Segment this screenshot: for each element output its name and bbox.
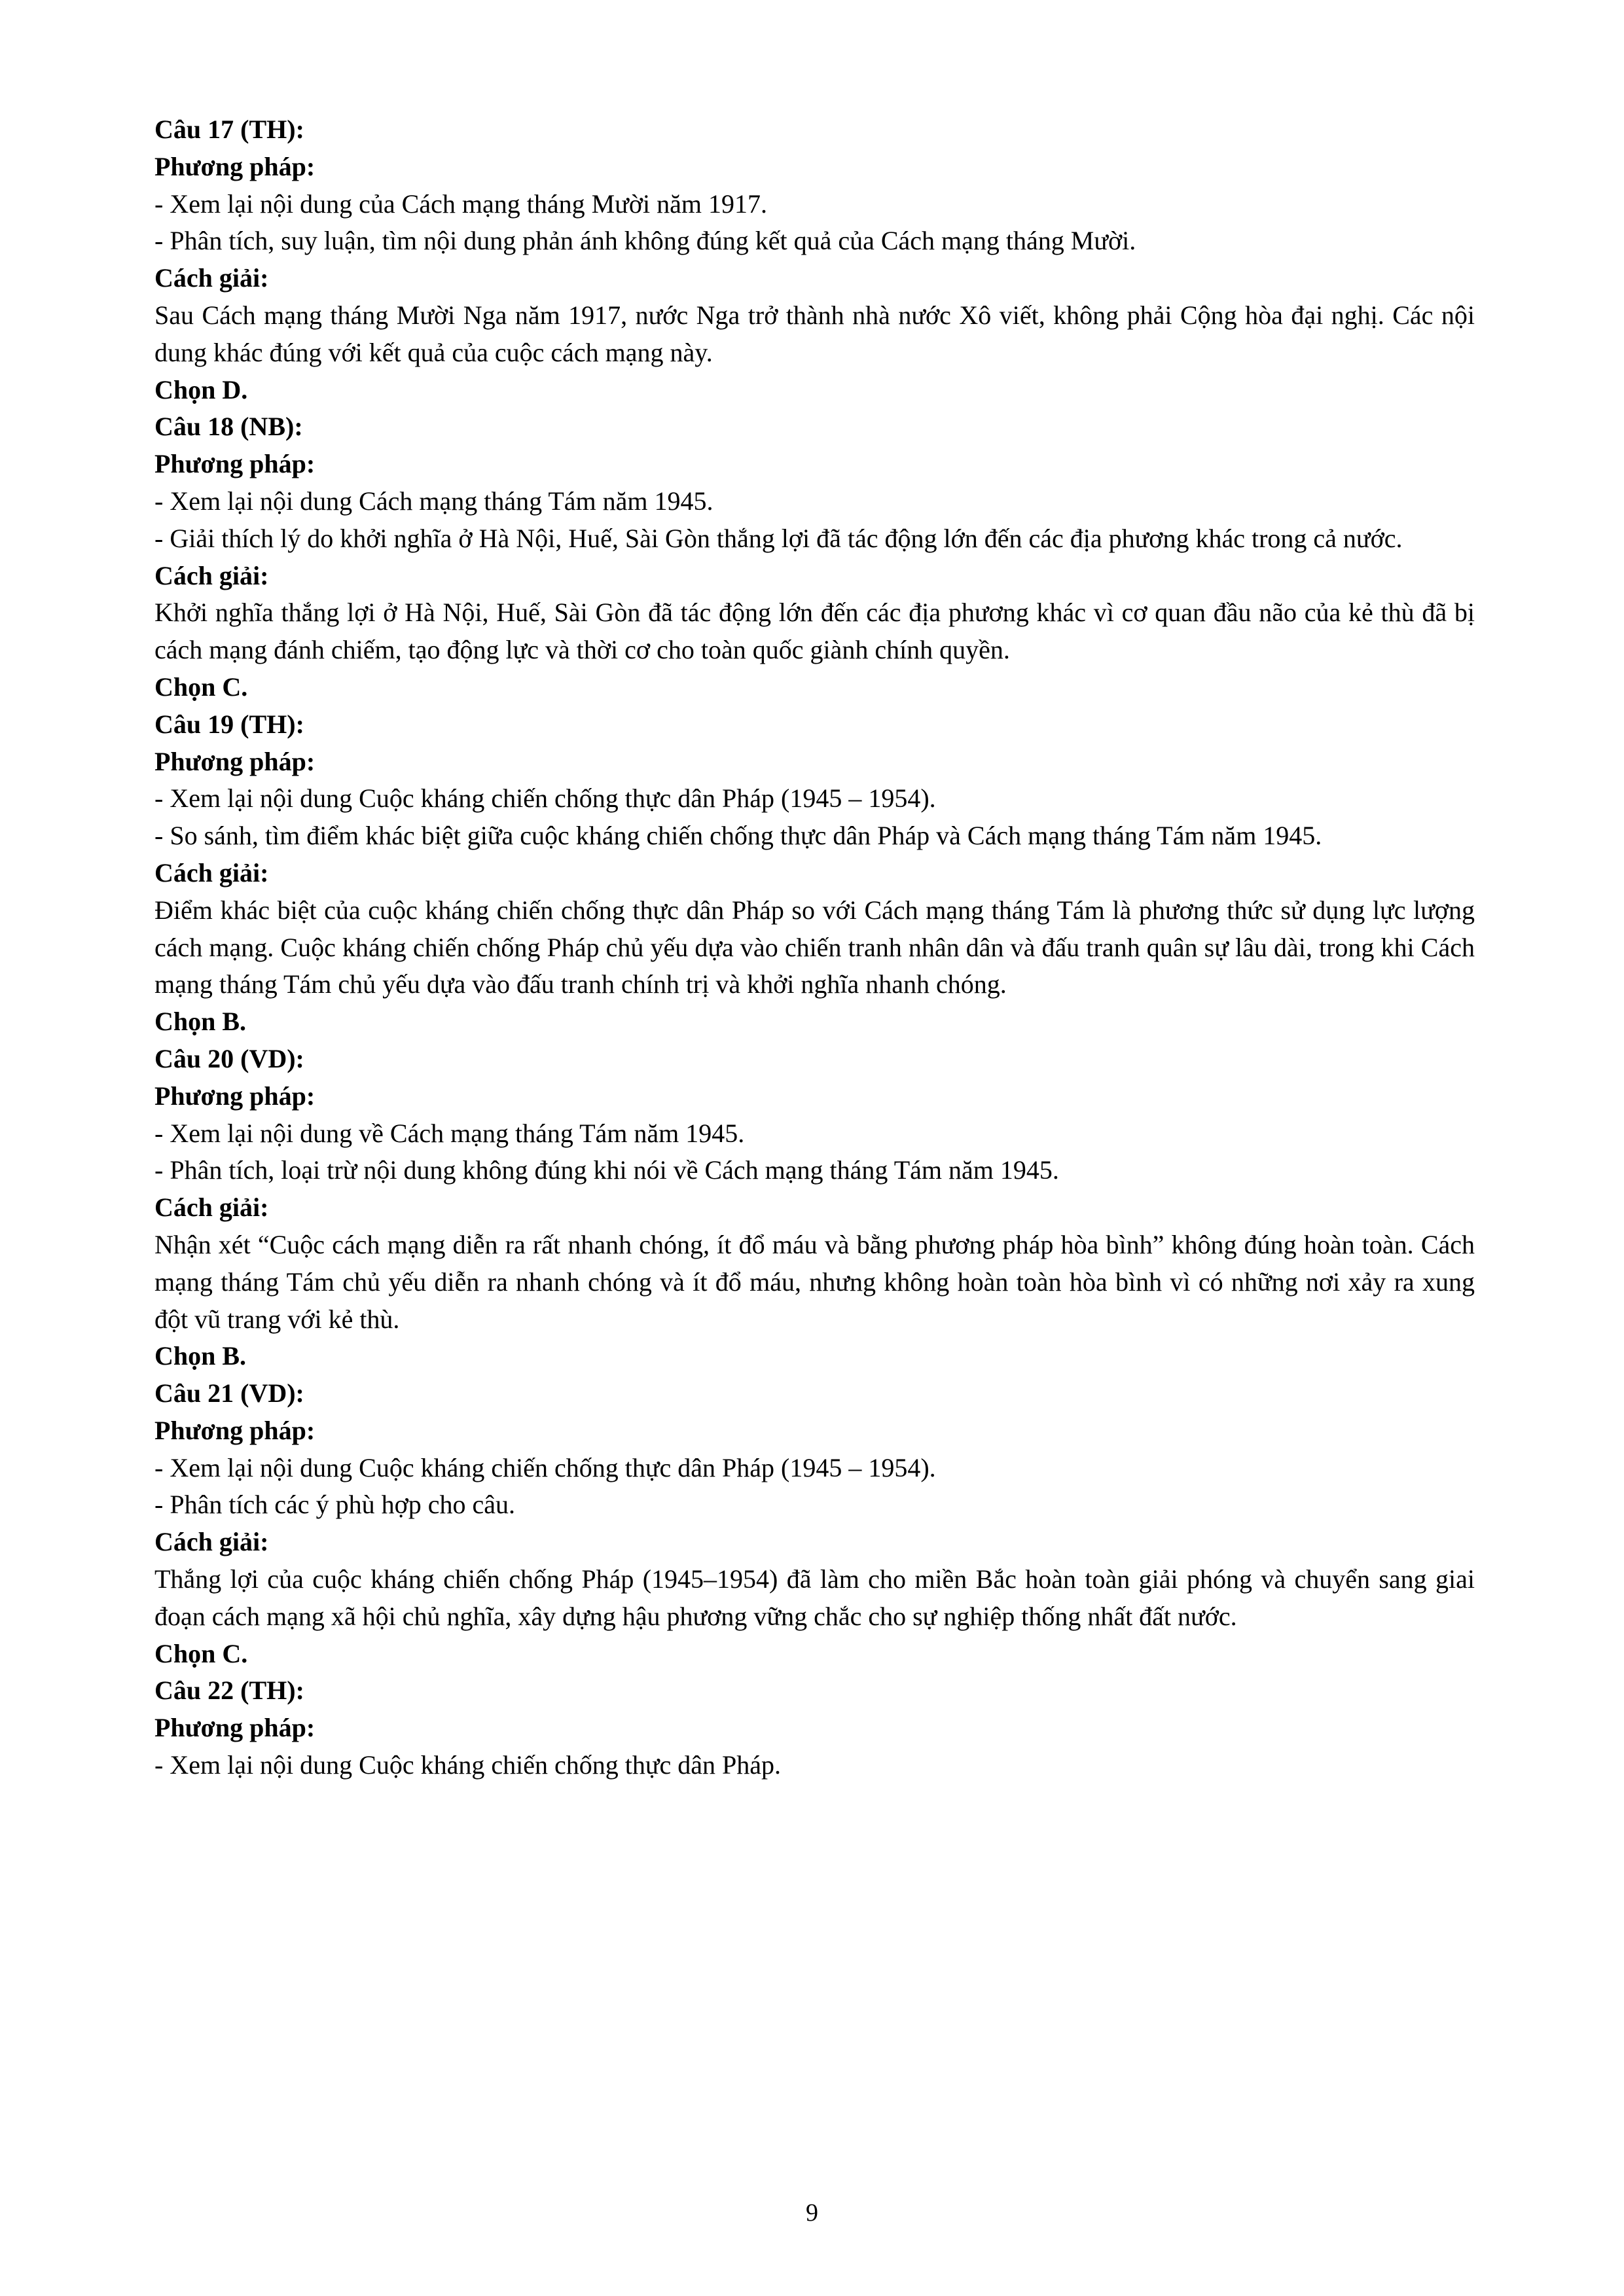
method-heading-21: Phương pháp: [154,1415,316,1445]
method-heading-18: Phương pháp: [154,449,316,479]
method-item: - Phân tích, loại trừ nội dung không đúng khi nói về Cách mạng tháng Tám năm 1945. [154,1155,1059,1185]
answer-choice-19: Chọn B. [154,1007,247,1037]
solution-heading-21: Cách giải: [154,1527,269,1557]
method-item: - Xem lại nội dung về Cách mạng tháng Tám năm 1945. [154,1118,745,1148]
method-item: - Xem lại nội dung Cuộc kháng chiến chống thực dân Pháp (1945 – 1954). [154,1452,936,1482]
method-heading-19: Phương pháp: [154,746,316,776]
solution-text: Điểm khác biệt của cuộc kháng chiến chống thực dân Pháp so với Cách mạng tháng Tám là phương thức sử dụng lực lượng cách mạng. Cuộc kháng chiến chống Pháp chủ yếu dựa vào chiến tranh nhân dân và đấu tranh quân sự lâu dài, trong khi Cách mạng tháng Tám chủ yếu dựa vào đấu tranh chính trị và khởi nghĩa nhanh chóng. [154,895,1475,999]
question-heading-20: Câu 20 (VD): [154,1043,304,1073]
answer-choice-17: Chọn D. [154,374,248,404]
method-item: - Xem lại nội dung Cách mạng tháng Tám năm 1945. [154,486,713,516]
method-heading-22: Phương pháp: [154,1713,316,1743]
question-heading-21: Câu 21 (VD): [154,1378,304,1408]
method-heading-20: Phương pháp: [154,1081,316,1111]
solution-heading-18: Cách giải: [154,560,269,590]
question-heading-18: Câu 18 (NB): [154,412,303,442]
solution-text: Thắng lợi của cuộc kháng chiến chống Pháp (1945–1954) đã làm cho miền Bắc hoàn toàn giải phóng và chuyển sang giai đoạn cách mạng xã hội chủ nghĩa, xây dựng hậu phương vững chắc cho sự nghiệp thống nhất đất nước. [154,1564,1475,1631]
method-item: - So sánh, tìm điểm khác biệt giữa cuộc kháng chiến chống thực dân Pháp và Cách mạng tháng Tám năm 1945. [154,821,1322,851]
solution-text: Khởi nghĩa thắng lợi ở Hà Nội, Huế, Sài Gòn đã tác động lớn đến các địa phương khác vì cơ quan đầu não của kẻ thù đã bị cách mạng đánh chiếm, tạo động lực và thời cơ cho toàn quốc giành chính quyền. [154,598,1475,665]
solution-heading-20: Cách giải: [154,1193,269,1223]
method-item: - Xem lại nội dung của Cách mạng tháng Mười năm 1917. [154,188,767,219]
method-item: - Phân tích, suy luận, tìm nội dung phản ánh không đúng kết quả của Cách mạng tháng Mười. [154,226,1136,256]
document-body [154,111,1475,1784]
method-heading-17: Phương pháp: [154,151,316,181]
answer-choice-21: Chọn C. [154,1638,248,1668]
question-heading-17: Câu 17 (TH): [154,115,304,144]
solution-heading-19: Cách giải: [154,857,269,888]
answer-choice-18: Chọn C. [154,672,248,702]
method-item: - Giải thích lý do khởi nghĩa ở Hà Nội, Huế, Sài Gòn thắng lợi đã tác động lớn đến các địa phương khác trong cả nước. [154,523,1403,553]
method-item: - Xem lại nội dung Cuộc kháng chiến chống thực dân Pháp (1945 – 1954). [154,783,936,814]
method-item: - Phân tích các ý phù hợp cho câu. [154,1490,515,1520]
page-number: 9 [806,2199,818,2227]
question-heading-22: Câu 22 (TH): [154,1676,304,1706]
answer-choice-20: Chọn B. [154,1341,247,1371]
solution-text: Sau Cách mạng tháng Mười Nga năm 1917, nước Nga trở thành nhà nước Xô viết, không phải Cộng hòa đại nghị. Các nội dung khác đúng với kết quả của cuộc cách mạng này. [154,300,1475,367]
solution-text: Nhận xét “Cuộc cách mạng diễn ra rất nhanh chóng, ít đổ máu và bằng phương pháp hòa bình” không đúng hoàn toàn. Cách mạng tháng Tám chủ yếu diễn ra nhanh chóng và ít đổ máu, nhưng không hoàn toàn hòa bình vì có những nơi xảy ra xung đột vũ trang với kẻ thù. [154,1229,1475,1334]
question-heading-19: Câu 19 (TH): [154,709,304,739]
solution-heading-17: Cách giải: [154,263,269,293]
method-item: - Xem lại nội dung Cuộc kháng chiến chống thực dân Pháp. [154,1750,782,1780]
